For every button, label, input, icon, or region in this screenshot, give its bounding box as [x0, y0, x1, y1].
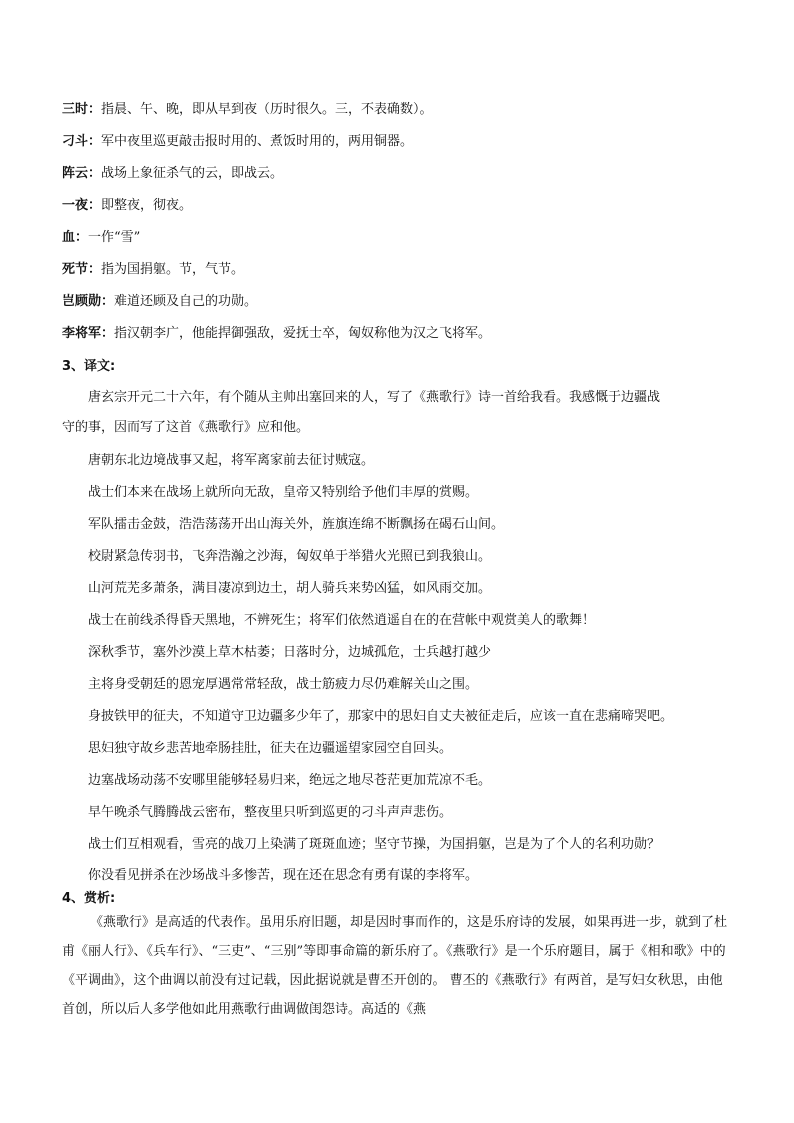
- glossary-term: 血：: [62, 230, 89, 245]
- glossary-definition: 军中夜里巡更敲击报时用的、煮饭时用的，两用铜器。: [101, 134, 414, 149]
- translation-line: 唐朝东北边境战事又起，将军离家前去征讨贼寇。: [88, 453, 375, 468]
- translation-line: 山河荒芜多萧条，满目凄凉到边土，胡人骑兵来势凶猛，如风雨交加。: [88, 581, 492, 596]
- glossary-definition: 难道还顾及自己的功勋。: [114, 294, 258, 309]
- glossary-definition: 战场上象征杀气的云，即战云。: [101, 166, 284, 181]
- glossary-term: 一夜：: [62, 198, 102, 213]
- translation-intro-line: 唐玄宗开元二十六年，有个随从主帅出塞回来的人，写了《燕歌行》诗一首给我看。我感慨于边疆战: [88, 390, 661, 405]
- glossary-item: [62, 164, 283, 184]
- translation-line: 战士们互相观看，雪亮的战刀上染满了斑斑血迹；坚守节操，为国捐躯，岂是为了个人的名利功勋？: [88, 837, 661, 852]
- glossary-term: 阵云：: [62, 166, 102, 181]
- translation-line: 军队擂击金鼓，浩浩荡荡开出山海关外，旌旗连绵不断飘扬在碣石山间。: [88, 517, 505, 532]
- glossary-term: 刁斗：: [62, 134, 102, 149]
- translation-line: 主将身受朝廷的恩宠厚遇常常轻敌，战士筋疲力尽仍难解关山之围。: [88, 677, 479, 692]
- glossary-term: 岂顾勋：: [62, 294, 115, 309]
- glossary-item: [62, 228, 140, 248]
- glossary-item: [62, 292, 257, 312]
- translation-line: 思妇独守故乡悲苦地牵肠挂肚，征夫在边疆遥望家园空自回头。: [88, 741, 453, 756]
- glossary-definition: 指为国捐躯。节，气节。: [101, 262, 245, 277]
- translation-line: 边塞战场动荡不安哪里能够轻易归来，绝远之地尽苍茫更加荒凉不毛。: [88, 773, 492, 788]
- glossary-item: [62, 100, 433, 120]
- glossary-item: [62, 324, 491, 344]
- glossary-term: 三时：: [62, 102, 102, 117]
- glossary-definition: 指晨、午、晚，即从早到夜（历时很久。三，不表确数）。: [101, 102, 433, 117]
- translation-intro-line: 守的事，因而写了这首《燕歌行》应和他。: [62, 420, 310, 435]
- appreciation-paragraph: 《燕歌行》是高适的代表作。虽用乐府旧题，却是因时事而作的，这是乐府诗的发展，如果再进一步，就到了杜甫《丽人行》、《兵车行》、“三吏”、“三别”等即事命篇的新乐府了。《燕歌行》是一个乐府题目，属于《相和歌》中的《平调曲》，这个曲调以前没有过记载，因此据说就是曹丕开创的。 曹丕的《燕歌行》有两首，是写妇女秋思，由他首创，所以后人多学他如此用燕歌行曲调做闺怨诗。高适的《燕: [62, 915, 728, 1017]
- glossary-definition: 一作“雪”: [88, 230, 141, 245]
- glossary-item: [62, 260, 244, 280]
- translation-line: 战士在前线杀得昏天黑地，不辨死生；将军们依然逍遥自在的在营帐中观赏美人的歌舞！: [88, 613, 596, 628]
- glossary-term: 死节：: [62, 262, 102, 277]
- translation-line: 你没看见拼杀在沙场战斗多惨苦，现在还在思念有勇有谋的李将军。: [88, 868, 479, 883]
- translation-line: 校尉紧急传羽书，飞奔浩瀚之沙海，匈奴单于举猎火光照已到我狼山。: [88, 549, 492, 564]
- glossary-item: [62, 196, 192, 216]
- translation-line: 深秋季节，塞外沙漠上草木枯萎；日落时分，边城孤危，士兵越打越少: [88, 645, 492, 660]
- translation-line: 早午晚杀气腾腾战云密布，整夜里只听到巡更的刁斗声声悲伤。: [88, 805, 453, 820]
- glossary-term: 李将军：: [62, 326, 115, 341]
- translation-line: 身披铁甲的征夫，不知道守卫边疆多少年了，那家中的思妇自丈夫被征走后，应该一直在悲痛啼哭吧。: [88, 709, 674, 724]
- glossary-item: [62, 132, 413, 152]
- section-title-translation: 3、译文:: [62, 359, 116, 374]
- translation-line: 战士们本来在战场上就所向无敌，皇帝又特别给予他们丰厚的赏赐。: [88, 485, 479, 500]
- section-title-appreciation: 4、赏析:: [62, 891, 116, 906]
- glossary-definition: 指汉朝李广，他能捍御强敌，爱抚士卒，匈奴称他为汉之飞将军。: [114, 326, 492, 341]
- glossary-definition: 即整夜，彻夜。: [101, 198, 193, 213]
